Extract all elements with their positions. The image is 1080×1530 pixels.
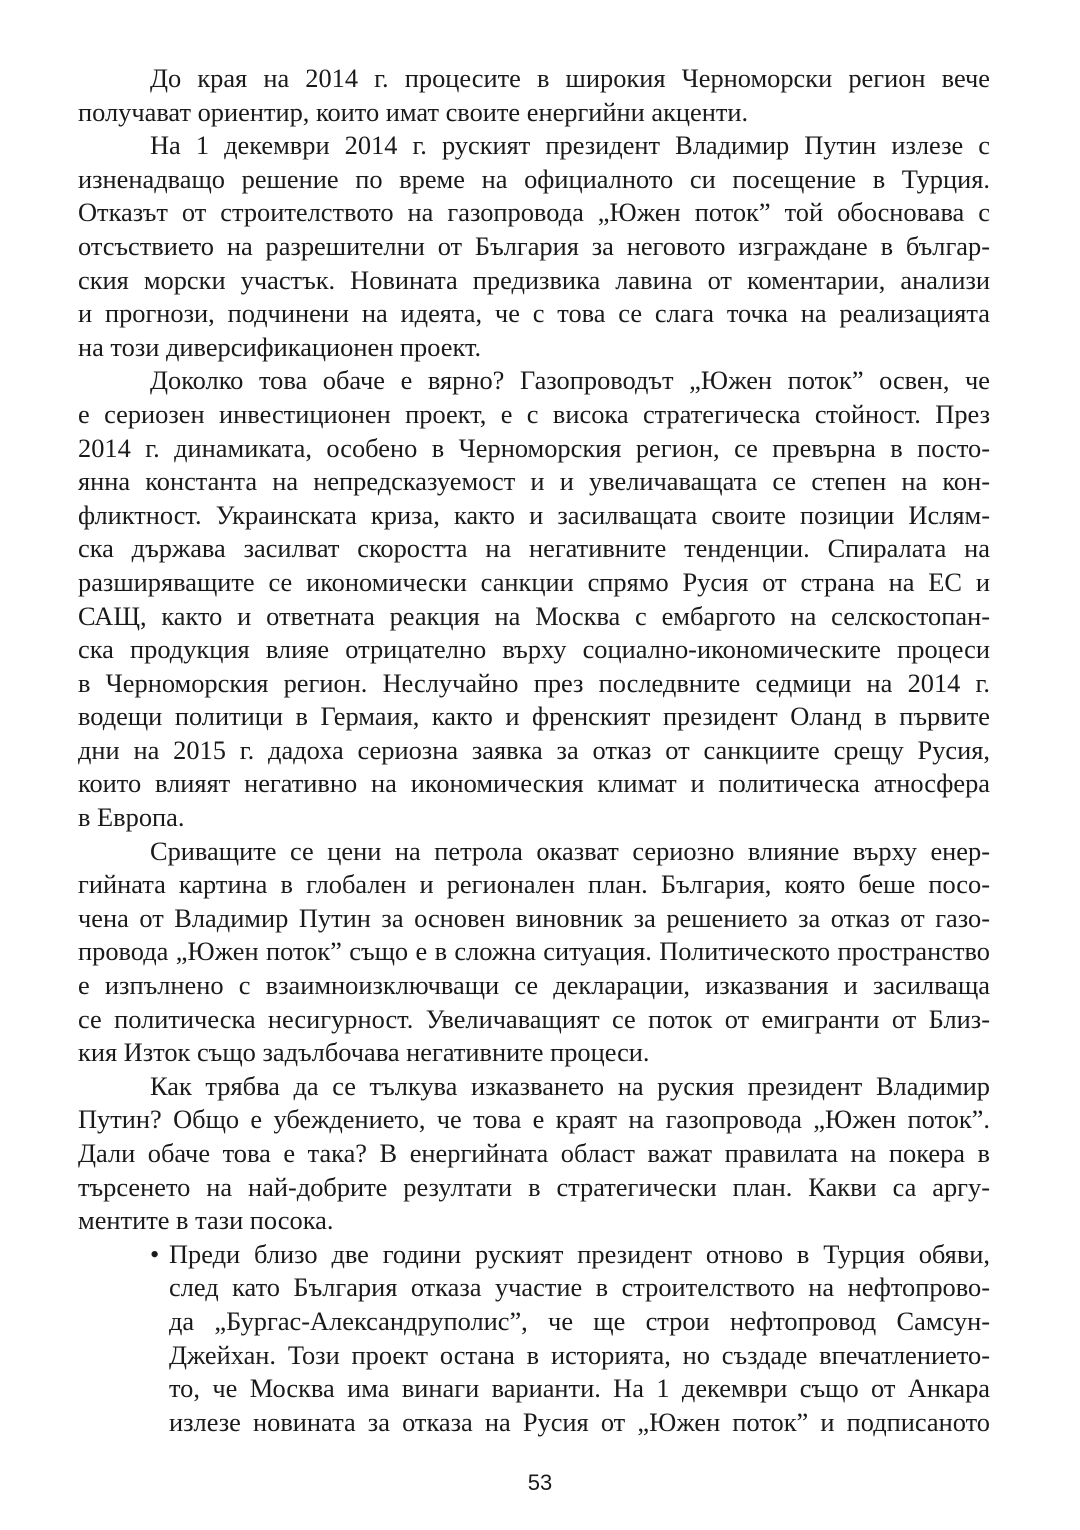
text-line: гийната картина в глобален и регионален план. България, която беше посо-: [78, 869, 990, 900]
text-line: До края на 2014 г. процесите в широкия Черноморски регион вече: [150, 63, 990, 93]
paragraph: [78, 835, 990, 1070]
text-line: кия Изток също задълбочава негативните процеси.: [78, 1037, 650, 1068]
text-line: изненадващо решение по време на официалното си посещение в Турция.: [78, 163, 990, 194]
text-line: се политическа несигурност. Увеличаващият се поток от емигранти от Близ-: [78, 1003, 990, 1034]
text-line: Джейхан. Този проект остана в историята, но създаде впечатлението-: [169, 1339, 990, 1370]
text-line: получават ориентир, които имат своите енергийни акценти.: [78, 96, 749, 127]
text-line: излезе новината за отказа на Русия от „Южен поток” и подписаното: [169, 1406, 990, 1437]
text-line: на този диверсификационен проект.: [78, 331, 482, 362]
text-line: Дали обаче това е така? В енергийната област важат правилата на покера в: [78, 1138, 990, 1168]
bullet-list: [150, 1238, 990, 1440]
text-line: отсъствието на разрешителни от България за неговото изграждане в българ-: [78, 230, 990, 261]
text-line: разширяващите се икономически санкции спрямо Русия от страна на ЕС и: [78, 566, 990, 597]
text-line: дни на 2015 г. дадоха сериозна заявка за отказ от санкциите срещу Русия,: [78, 734, 990, 765]
text-line: ментите в тази посока.: [78, 1205, 334, 1236]
text-line: Как трябва да се тълкува изказването на руския президент Владимир: [150, 1070, 990, 1101]
bullet-mark: •: [150, 1238, 160, 1269]
text-line: след като България отказа участие в строителството на нефтопрово-: [169, 1272, 990, 1303]
text-line: е изпълнено с взаимноизключващи се декларации, изказвания и засилваща: [78, 970, 990, 1001]
paragraph: [78, 364, 990, 834]
paragraph: [78, 1070, 990, 1238]
text-line: САЩ, както и ответната реакция на Москва с ембаргото на селскостопан-: [78, 600, 990, 631]
text-line: фликтност. Украинската криза, както и засилващата своите позиции Ислям-: [78, 499, 990, 530]
text-line: то, че Москва има винаги варианти. На 1 декември също от Анкара: [169, 1373, 990, 1404]
bullet-item-first-line: [150, 1238, 990, 1272]
paragraph: [78, 129, 990, 364]
text-line: водещи политици в Гермаия, както и френският президент Оланд в първите: [78, 701, 990, 732]
text-line: Путин? Общо е убеждението, че това е краят на газопровода „Южен поток”.: [78, 1104, 990, 1135]
text-line: и прогнози, подчинени на идеята, че с това се слага точка на реализацията: [78, 298, 990, 329]
text-line: Сриващите се цени на петрола оказват сериозно влияние върху енер-: [150, 835, 990, 866]
text-line: е сериозен инвестиционен проект, е с висока стратегическа стойност. През: [78, 398, 990, 429]
text-line: в Европа.: [78, 802, 185, 833]
text-line: ска държава засилват скоростта на негативните тенденции. Спиралата на: [78, 533, 990, 564]
text-line: ския морски участък. Новината предизвика лавина от коментарии, анализи: [78, 264, 990, 295]
text-line: провода „Южен поток” също е в сложна ситуация. Политическото пространство: [78, 936, 990, 967]
text-line: чена от Владимир Путин за основен виновник за решението за отказ от газо-: [78, 902, 990, 933]
text-line: 2014 г. динамиката, особено в Черноморския регион, се превърна в посто-: [78, 432, 990, 463]
text-line: янна константа на непредсказуемост и и увеличаващата се степен на кон-: [78, 466, 990, 497]
text-line: На 1 декември 2014 г. руският президент Владимир Путин излезе с: [150, 130, 990, 161]
text-line: които влияят негативно на икономическия климат и политическа атносфера: [78, 768, 990, 799]
page-number: 53: [527, 1470, 553, 1495]
text-line: ска продукция влияе отрицателно върху социално-икономическите процеси: [78, 634, 990, 665]
text-line: в Черноморския регион. Неслучайно през последвните седмици на 2014 г.: [78, 667, 990, 698]
text-line: Отказът от строителството на газопровода „Южен поток” той обосновава с: [78, 197, 990, 228]
text-line: Преди близо две години руският президент отново в Турция обяви,: [169, 1238, 990, 1269]
text-line: търсенето на най-добрите резултати в стратегически план. Какви са аргу-: [78, 1171, 990, 1202]
page-body: [78, 62, 990, 1439]
paragraph: [78, 62, 990, 129]
text-line: да „Бургас-Александруполис”, че ще строи нефтопровод Самсун-: [169, 1305, 990, 1336]
text-line: Доколко това обаче е вярно? Газопроводът „Южен поток” освен, че: [150, 365, 990, 396]
